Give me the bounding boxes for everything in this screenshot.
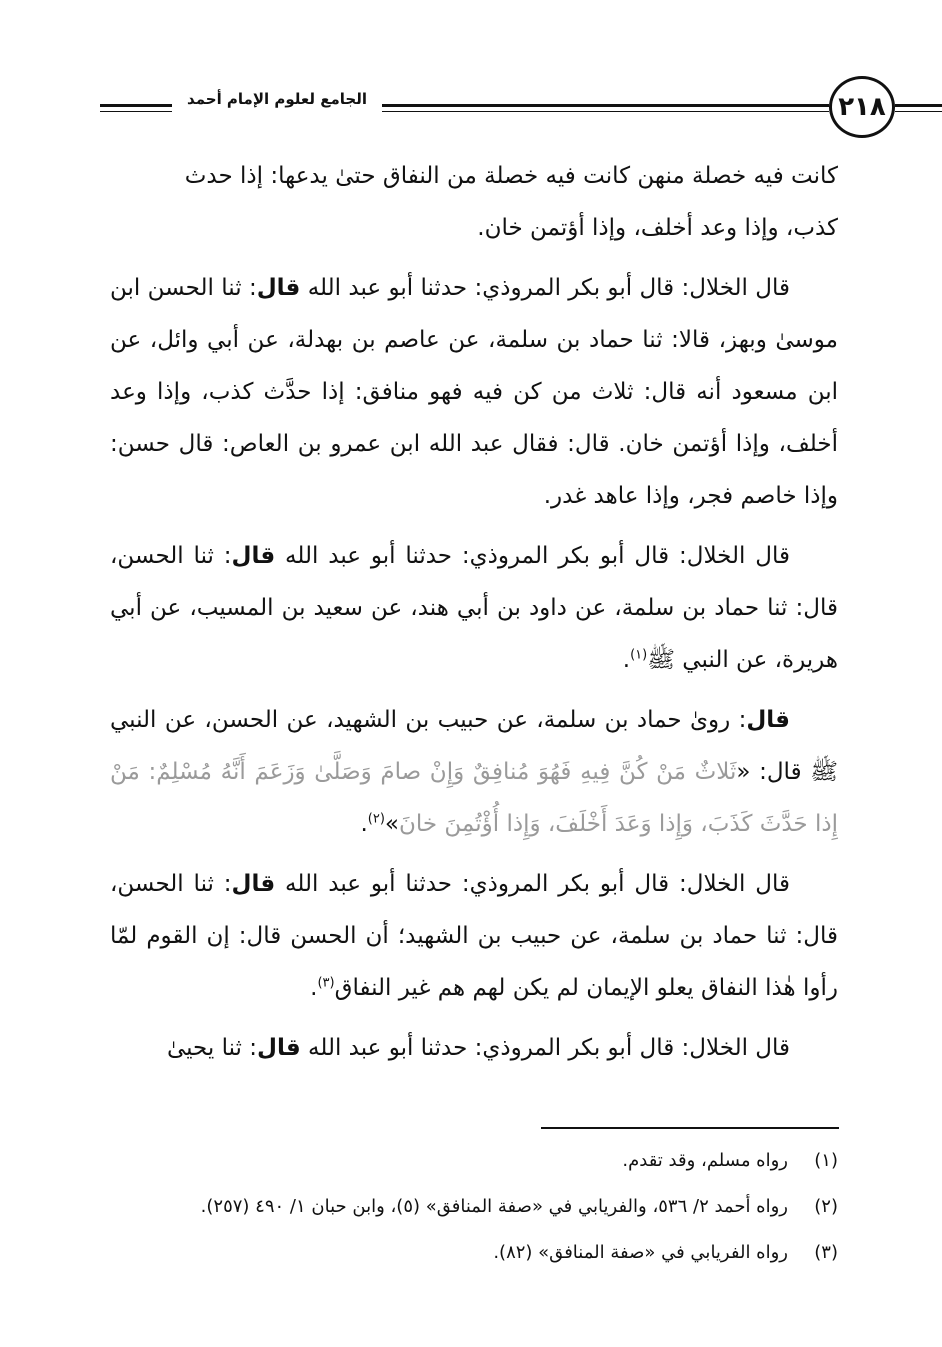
header-rule-middle	[382, 104, 829, 107]
paragraph-1-line-2: كذب، وإذا وعد أخلف، وإذا أؤتمن خان.	[477, 215, 838, 241]
paragraph-6-text-c: : ثنا يحيىٰ	[166, 1035, 258, 1061]
paragraph-3	[110, 530, 838, 686]
footnote-ref-1[interactable]: (١)	[630, 647, 648, 663]
header-rule-right-thin	[895, 111, 942, 112]
paragraph-1-line-1: كانت فيه خصلة منهن كانت فيه خصلة من النفاق حتىٰ يدعها: إذا حدث	[184, 163, 838, 189]
footnote-3-number: (٣)	[814, 1242, 838, 1263]
paragraph-4-qala: قال	[746, 707, 790, 733]
paragraph-5-text-d: .	[310, 975, 318, 1001]
paragraph-4-text-b: : روىٰ حماد بن سلمة، عن حبيب بن الشهيد، عن الحسن، عن النبي ﷺ قال: «	[110, 707, 838, 785]
footnote-3	[110, 1230, 838, 1276]
footnote-3-text: رواه الفريابي في «صفة المنافق» (٨٢).	[493, 1242, 788, 1263]
running-title: الجامع لعلوم الإمام أحمد	[172, 90, 382, 108]
paragraph-3-qala: قال	[231, 543, 276, 569]
footnote-ref-3[interactable]: (٣)	[317, 975, 335, 991]
footnote-2	[110, 1184, 838, 1230]
header-rule-right	[895, 104, 942, 107]
paragraph-6-text-a: قال الخلال: قال أبو بكر المروذي: حدثنا أبو عبد الله	[300, 1035, 790, 1061]
main-text	[110, 150, 838, 1082]
page-header	[100, 68, 886, 148]
paragraph-2-qala: قال	[256, 275, 301, 301]
footnote-1-number: (١)	[814, 1150, 838, 1171]
header-rule-middle-thin	[382, 111, 829, 112]
paragraph-1	[110, 150, 838, 254]
paragraph-3-text-c: : ثنا الحسن، قال: ثنا حماد بن سلمة، عن داود بن أبي هند، عن سعيد بن المسيب، عن أبي هريرة، عن النبي ﷺ	[110, 543, 838, 673]
paragraph-3-text-a: قال الخلال: قال أبو بكر المروذي: حدثنا أبو عبد الله	[275, 543, 791, 569]
footnote-ref-2[interactable]: (٢)	[367, 811, 385, 827]
paragraph-4-text-d: .	[360, 811, 368, 837]
paragraph-4	[110, 694, 838, 850]
paragraph-6-qala: قال	[257, 1035, 301, 1061]
hadith-quote: ثَلاثٌ مَنْ كُنَّ فِيهِ فَهُوَ مُنافِقٌ وَإِنْ صامَ وَصَلَّىٰ وَزَعَمَ أَنَّهُ مُسْلِمٌ: مَنْ إِذا حَدَّثَ كَذَبَ، وَإِذا وَعَدَ أَخْلَفَ، وَإِذا أُؤْتُمِنَ خانَ	[110, 759, 838, 837]
paragraph-5-qala: قال	[231, 871, 276, 897]
paragraph-2-text-a: قال الخلال: قال أبو بكر المروذي: حدثنا أبو عبد الله	[300, 275, 790, 301]
header-rule-left-thin	[100, 111, 172, 112]
paragraph-5-text-a: قال الخلال: قال أبو بكر المروذي: حدثنا أبو عبد الله	[275, 871, 791, 897]
paragraph-6	[110, 1022, 838, 1074]
page-number: ٢١٨	[829, 76, 895, 138]
footnotes	[110, 1138, 838, 1276]
footnote-2-number: (٢)	[814, 1196, 838, 1217]
paragraph-2-text-c: : ثنا الحسن ابن موسىٰ وبهز، قالا: ثنا حماد بن سلمة، عن عاصم بن بهدلة، عن أبي وائل، عن ابن مسعود أنه قال: ثلاث من كن فيه فهو منافق: إذا حدَّث كذب، وإذا وعد أخلف، وإذا أؤتمن خان. قال: فقال عبد الله ابن عمرو بن العاص: قال حسن: وإذا خاصم فجر، وإذا عاهد غدر.	[110, 275, 838, 509]
footnote-separator	[541, 1127, 839, 1129]
footnote-1	[110, 1138, 838, 1184]
paragraph-2	[110, 262, 838, 522]
paragraph-5	[110, 858, 838, 1014]
footnote-2-text: رواه أحمد ٢/ ٥٣٦، والفريابي في «صفة المنافق» (٥)، وابن حبان ١/ ٤٩٠ (٢٥٧).	[200, 1196, 788, 1217]
paragraph-5-text-c: : ثنا الحسن، قال: ثنا حماد بن سلمة، عن حبيب بن الشهيد؛ أن الحسن قال: إن القوم لمّا رأوا هٰذا النفاق يعلو الإيمان لم يكن لهم هم غير النفاق	[110, 871, 838, 1001]
header-rule-left	[100, 104, 172, 107]
paragraph-4-text-c: »	[384, 811, 399, 837]
footnote-1-text: رواه مسلم، وقد تقدم.	[622, 1150, 788, 1171]
paragraph-3-text-d: .	[622, 647, 631, 673]
